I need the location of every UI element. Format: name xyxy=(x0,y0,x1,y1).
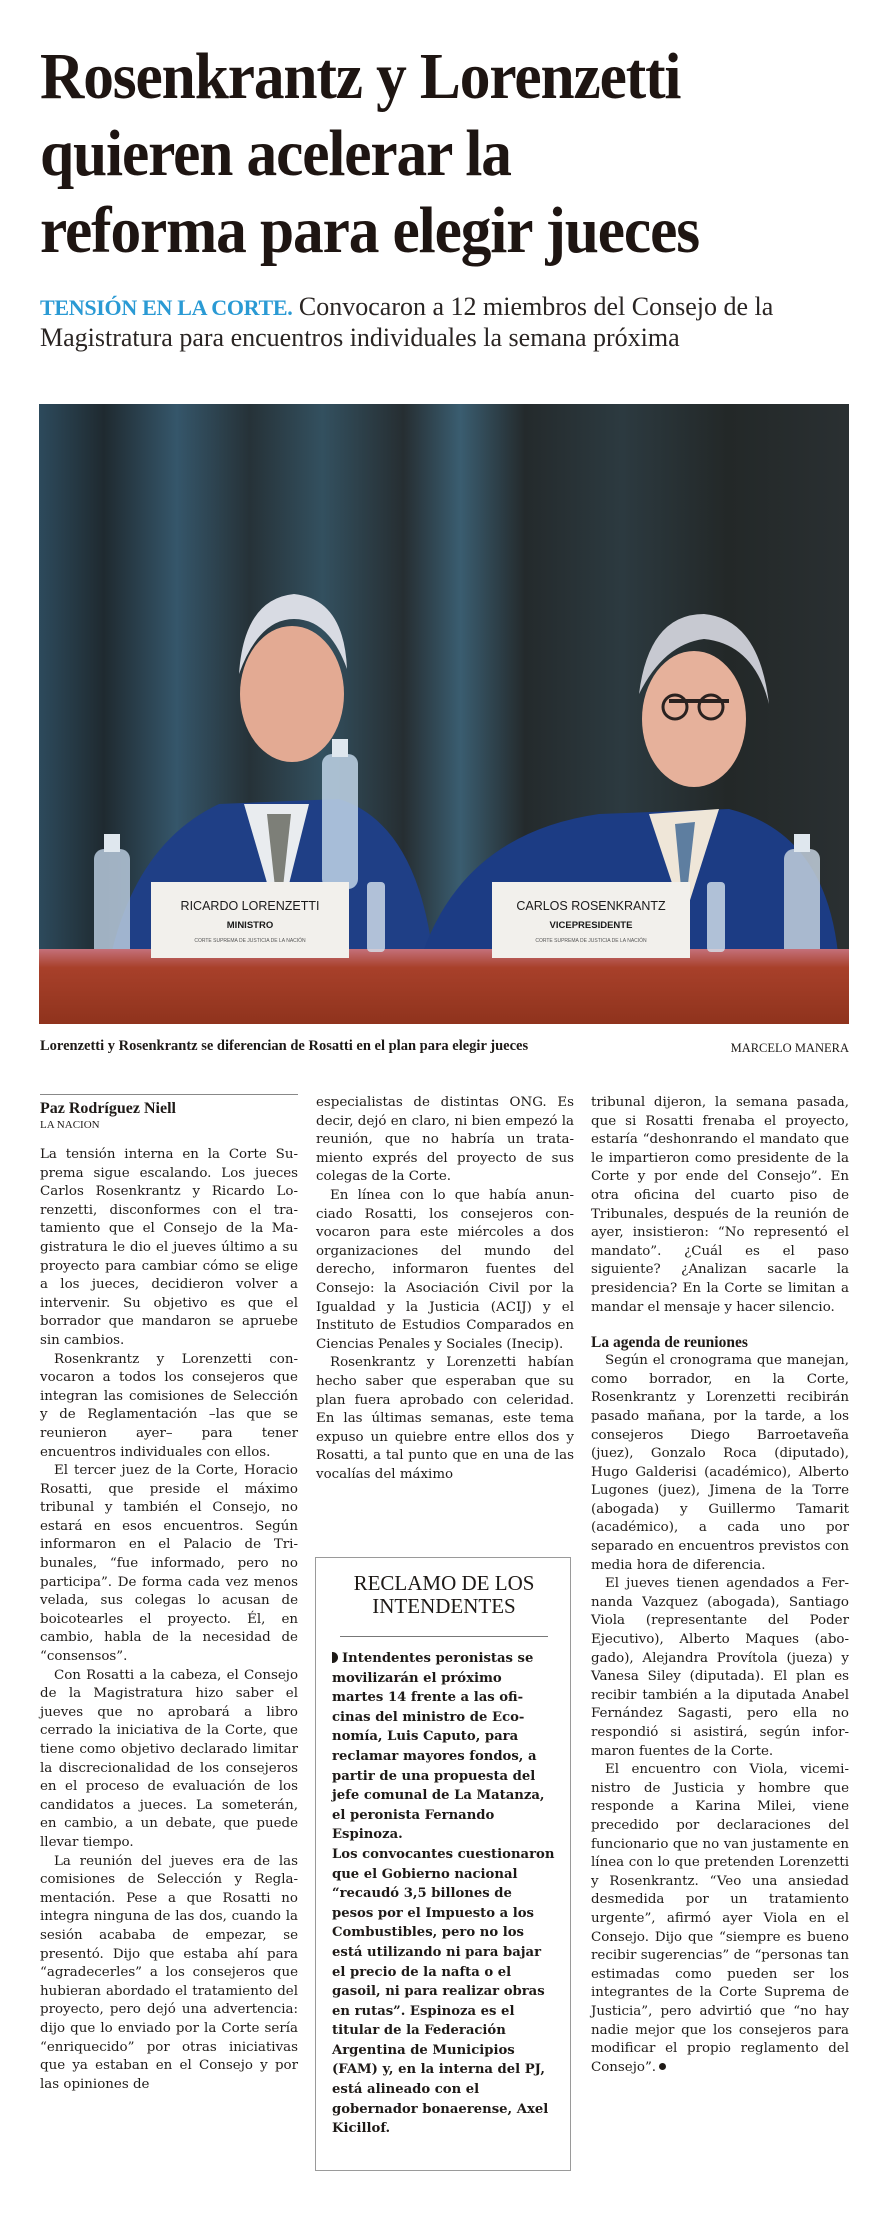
nameplate-right-name: CARLOS ROSENKRANTZ xyxy=(516,899,666,913)
paragraph: Con Rosatti a la cabeza, el Consejo de la Magistratura hizo saber el jueves que no aprobará a libro cerrado la iniciativa de la Corte, que tiene como objetivo declarado limitar la discrecionalidad de los consejeros en el proceso de evaluación de los candidatos a jueces. La someterán, en cambio, a un debate, que puede llevar tiempo. xyxy=(40,1667,298,1850)
photo-illustration xyxy=(39,404,849,1024)
paragraph: La tensión interna en la Corte Suprema sigue escalando. Los jueces Carlos Rosenkrantz y Ricardo Lorenzetti, disconformes con el tratamiento que el Consejo de la Magistratura le dio el jueves último a su proyecto para cambiar cómo se elige a los jueces, decidieron volver a intervenir. Su objetivo es que el borrador que mandaron se apruebe sin cambios. xyxy=(40,1147,298,1348)
headline xyxy=(40,38,803,269)
bullet-icon xyxy=(332,1652,338,1663)
photo-credit: MARCELO MANERA xyxy=(730,1041,849,1055)
deck-text: Convocaron a 12 miembros del Consejo de la Magistratura para encuentros individuales la semana próxima xyxy=(40,292,774,352)
kicker: TENSIÓN EN LA CORTE. xyxy=(40,295,293,320)
nameplate-right-institution: CORTE SUPREMA DE JUSTICIA DE LA NACIÓN xyxy=(535,938,647,944)
sidebar-box-paragraph: Los convocantes cuestionaron que el Gobierno nacional “recaudó 3,5 billones de pesos por el Impuesto a los Combustibles, pero no los está utilizando ni para bajar el precio de la nafta o el gasoil, ni para realizar obras en rutas”. Espinoza es el titular de la Federación Argentina de Municipios (FAM) y, en la interna del PJ, está alineado con el gobernador bonaerense, Axel Kicillof. xyxy=(332,1846,555,2137)
nameplate-left-institution: CORTE SUPREMA DE JUSTICIA DE LA NACIÓN xyxy=(194,938,306,944)
nameplate-left-name: RICARDO LORENZETTI xyxy=(180,899,320,913)
paragraph: La reunión del jueves era de las comisiones de Selección y Reglamentación. Pese a que Rosatti no integra ninguna de las dos, cuando la sesión acababa de empezar, se presentó. Dijo que estaba ahí para “agradecerles” a los consejeros que hubieran abordado el tratamiento del proyecto, pero dejó una advertencia: dijo que lo enviado por la Corte sería “enriquecido” por otras iniciativas que ya estaban en el Consejo y por las opiniones de xyxy=(40,1853,298,2092)
head-left xyxy=(240,626,344,762)
paragraph: especialistas de distintas ONG. Es decir, dejó en claro, ni bien empezó la reunión, que no habría un tratamiento exprés del proyecto de sus colegas de la Corte. xyxy=(316,1095,574,1185)
byline-outlet: LA NACION xyxy=(40,1119,100,1131)
headline-line: quieren acelerar la xyxy=(40,117,511,190)
paragraph: El encuentro con Viola, viceministro de Justicia y hombre que responde a Karina Milei, viene precedido por declaraciones del funcionario que no van justamente en línea con lo que pretenden Lorenzetti y Rosenkrantz. “Veo una ansiedad desmedida por un tratamiento urgente”, afirmó ayer Viola en el Consejo. Dijo que “siempre es bueno recibir sugerencias” de “personas tan estimadas como pueden ser los integrantes de la Corte Suprema de Justicia”, pero advirtió que “no hay nadie mejor que los consejeros para modificar el propio reglamento del Consejo”. xyxy=(591,1762,849,2075)
paragraph: tribunal dijeron, la semana pasada, que si Rosatti frenaba el proyecto, estaría “deshonrando el mandato que le impartieron como presidente de la Corte y por ende del Consejo”. En otra oficina del cuarto piso de Tribunales, después de la reunión de ayer, insistieron: “No representó el mandato”. ¿Cuál es el paso siguiente? ¿Analizan sacarle la presidencia? En la Corte se limitan a mandar el mensaje y hacer silencio. xyxy=(591,1095,849,1315)
column-1 xyxy=(40,1094,298,2094)
sidebar-box xyxy=(315,1557,571,2171)
photo-caption: Lorenzetti y Rosenkrantz se diferencian de Rosatti en el plan para elegir jueces xyxy=(40,1038,529,1054)
sidebar-box-paragraph: Intendentes peronistas se movilizarán el próximo martes 14 frente a las oficinas del ministro de Economía, Luis Caputo, para reclamar mayores fondos, a partir de una propuesta del jefe comunal de La Matanza, el peronista Fernando Espinoza. xyxy=(332,1651,545,1843)
news-photo xyxy=(39,404,849,1024)
paragraph: En línea con lo que había anunciado Rosatti, los consejeros convocaron para este miércoles a dos organizaciones del mundo del derecho, informaron fuentes del Consejo: la Asociación Civil por la Igualdad y la Justicia (ACIJ) y el Instituto de Estudios Comparados en Ciencias Penales y Sociales (Inecip). xyxy=(316,1187,574,1352)
nameplate-right xyxy=(492,882,690,958)
head-right xyxy=(642,651,746,787)
sidebar-box-title: RECLAMO DE LOS INTENDENTES xyxy=(353,1571,535,1618)
paragraph: El jueves tienen agendados a Fernanda Vazquez (abogada), Santiago Viola (representante del Poder Ejecutivo), Alberto Maques (abogado), Alejandra Provítola (jueza) y Vanesa Siley (diputada). El plan es recibir también a la diputada Anabel Fernández Sagasti, pero ella no respondió si asistirá, según informaron fuentes de la Corte. xyxy=(591,1576,849,1759)
subheading: La agenda de reuniones xyxy=(591,1334,748,1352)
nameplate-left-role: MINISTRO xyxy=(226,920,274,931)
sidebar-box-divider xyxy=(340,1636,548,1637)
headline-line: reforma para elegir jueces xyxy=(40,194,699,267)
byline-author: Paz Rodríguez Niell xyxy=(40,1100,176,1117)
paragraph: El tercer juez de la Corte, Horacio Rosatti, que preside el máximo tribunal y también el Consejo, no estará en esos encuentros. Según informaron en el Palacio de Tribunales, “fue informado, pero no participa”. De forma cada vez menos velada, sus colegas lo acusan de boicotearles el proyecto. Él, en cambio, habla de la necesidad de “consensos”. xyxy=(40,1463,298,1665)
column-2 xyxy=(316,1094,574,1484)
nameplate-left xyxy=(151,882,349,958)
headline-line: Rosenkrantz y Lorenzetti xyxy=(40,40,681,113)
paragraph: Según el cronograma que manejan, como borrador, en la Corte, Rosenkrantz y Lorenzetti recibirán pasado mañana, por la tarde, a los consejeros Diego Barroetaveña (juez), Gonzalo Roca (diputado), Hugo Galderisi (académico), Alberto Lugones (juez), Jimena de la Torre (abogada) y Guillermo Tamarit (académico), a cada uno por separado en encuentros previstos con media hora de diferencia. xyxy=(591,1353,849,1573)
byline-divider xyxy=(40,1094,298,1095)
end-mark-icon xyxy=(659,2063,666,2070)
water-bottle xyxy=(322,754,358,889)
deck xyxy=(40,292,860,353)
paragraph: Rosenkrantz y Lorenzetti convocaron a todos los consejeros que integran las comisiones de Selección y de Reglamentación –las que se reunieron ayer– para tener encuentros individuales con ellos. xyxy=(40,1351,298,1460)
column-3 xyxy=(591,1094,849,2077)
paragraph: Rosenkrantz y Lorenzetti habían hecho saber que esperaban que su plan fuera aprobado con celeridad. En las últimas semanas, este tema expuso un quiebre entre ellos dos y Rosatti, a tal punto que en una de las vocalías del máximo xyxy=(316,1355,574,1482)
nameplate-right-role: VICEPRESIDENTE xyxy=(549,920,633,931)
